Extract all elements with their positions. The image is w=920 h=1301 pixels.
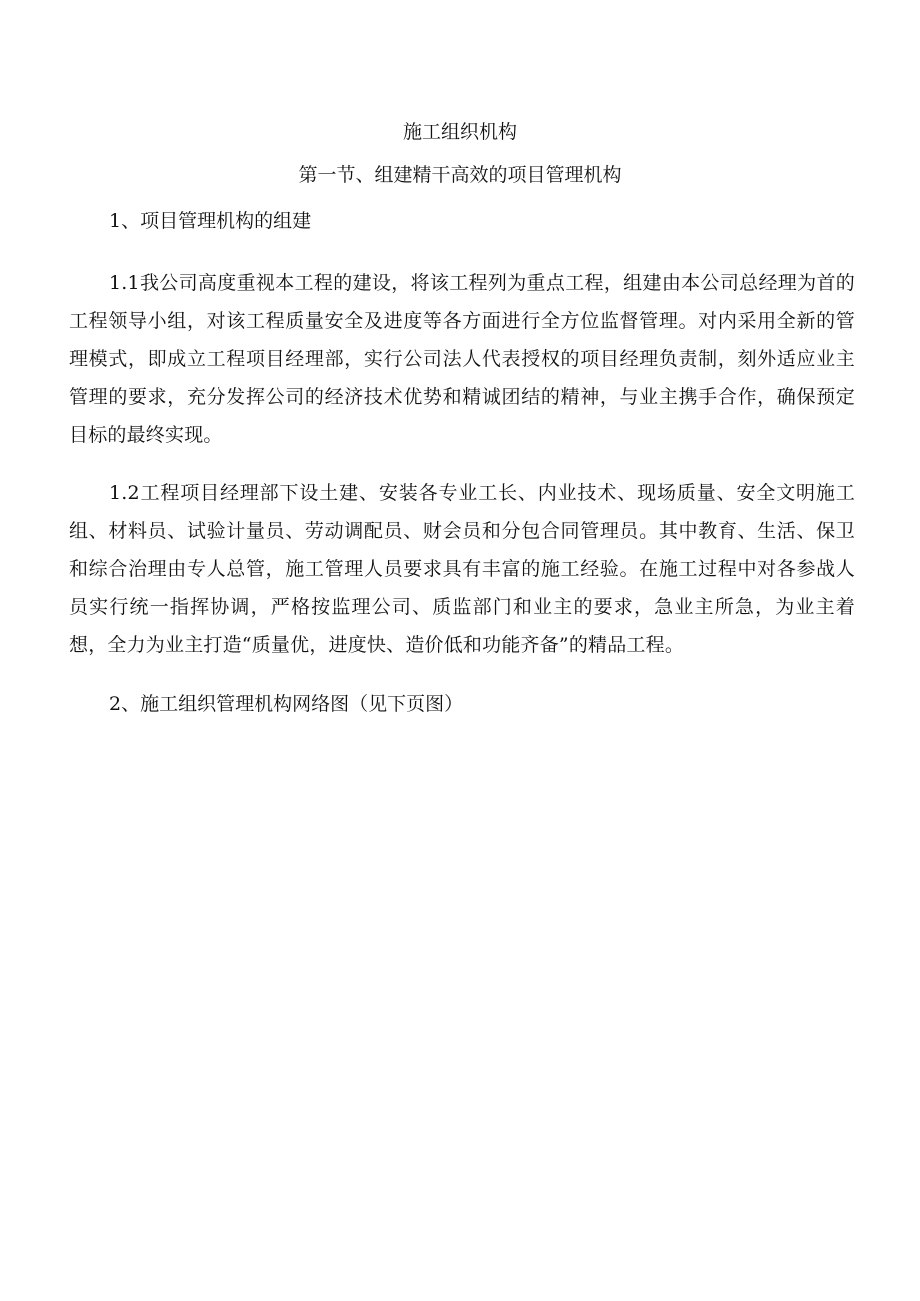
document-title: 施工组织机构	[402, 121, 517, 143]
section-title: 第一节、组建精干高效的项目管理机构	[298, 164, 622, 186]
subsection-heading-2: 2、施工组织管理机构网络图（见下页图）	[109, 693, 464, 715]
paragraph-1-1: 1.1我公司高度重视本工程的建设，将该工程列为重点工程，组建由本公司总经理为首的工程领导小组，对该工程质量安全及进度等各方面进行全方位监督管理。对内采用全新的管理模式，即成立工程项目经理部，实行公司法人代表授权的项目经理负责制，刻外适应业主管理的要求，充分发挥公司的经济技术优势和精诚团结的精神，与业主携手合作，确保预定目标的最终实现。	[69, 272, 855, 446]
subsection-heading-1: 1、项目管理机构的组建	[109, 210, 312, 232]
paragraph-1-2: 1.2工程项目经理部下设土建、安装各专业工长、内业技术、现场质量、安全文明施工组、材料员、试验计量员、劳动调配员、财会员和分包合同管理员。其中教育、生活、保卫和综合治理由专人总管，施工管理人员要求具有丰富的施工经验。在施工过程中对各参战人员实行统一指挥协调，严格按监理公司、质监部门和业主的要求，急业主所急，为业主着想，全力为业主打造“质量优，进度快、造价低和功能齐备”的精品工程。	[69, 482, 855, 656]
